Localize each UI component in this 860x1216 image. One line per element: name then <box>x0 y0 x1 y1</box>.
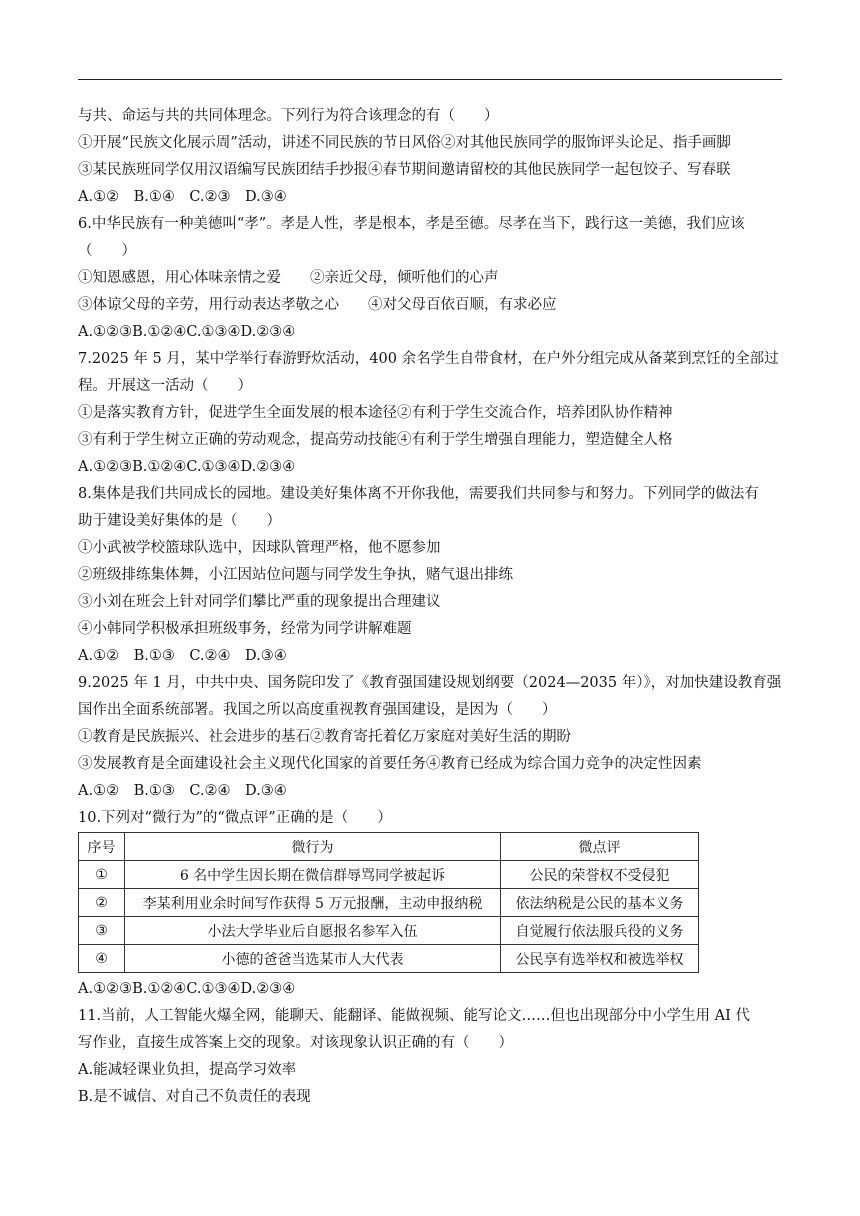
table-row <box>79 945 699 973</box>
text-line: ②班级排练集体舞，小江因站位问题与同学发生争执，赌气退出排练 <box>78 567 513 583</box>
behavior-table <box>78 832 699 973</box>
table-header-row <box>79 833 699 861</box>
table-row <box>79 861 699 889</box>
table-cell: 依法纳税是公民的基本义务 <box>501 889 699 917</box>
table-cell: 公民享有选举权和被选举权 <box>501 945 699 973</box>
text-line: ①是落实教育方针，促进学生全面发展的根本途径②有利于学生交流合作，培养团队协作精神 <box>78 405 673 421</box>
text-line: A.①② B.①④ C.②③ D.③④ <box>78 189 287 205</box>
text-line: 8.集体是我们共同成长的园地。建设美好集体离不开你我他，需要我们共同参与和努力。下列同学的做法有 <box>78 486 759 502</box>
text-line: ①知恩感恩，用心体味亲情之爱 ②亲近父母，倾听他们的心声 <box>78 270 499 286</box>
table-cell: 6 名中学生因长期在微信群辱骂同学被起诉 <box>125 861 501 889</box>
table-cell: 公民的荣誉权不受侵犯 <box>501 861 699 889</box>
text-line: ①小武被学校篮球队选中，因球队管理严格，他不愿参加 <box>78 540 441 556</box>
question-block-top <box>78 103 788 832</box>
text-line: 6.中华民族有一种美德叫“孝”。孝是人性，孝是根本，孝是至德。尽孝在当下，践行这一美德，我们应该 <box>78 216 745 232</box>
table-row <box>79 889 699 917</box>
text-line: A.能减轻课业负担，提高学习效率 <box>78 1062 297 1078</box>
table-cell: ① <box>79 861 125 889</box>
text-line: ①开展“民族文化展示周”活动，讲述不同民族的节日风俗②对其他民族同学的服饰评头论足、指手画脚 <box>78 135 731 151</box>
table-header-cell: 微点评 <box>501 833 699 861</box>
text-line: A.①②③B.①②④C.①③④D.②③④ <box>78 459 296 475</box>
text-line: ③小刘在班会上针对同学们攀比严重的现象提出合理建议 <box>78 594 441 610</box>
text-line: ③某民族班同学仅用汉语编写民族团结手抄报④春节期间邀请留校的其他民族同学一起包饺子、写春联 <box>78 162 731 178</box>
text-line: ④小韩同学积极承担班级事务，经常为同学讲解难题 <box>78 621 412 637</box>
text-line: A.①② B.①③ C.②④ D.③④ <box>78 783 287 799</box>
text-line: ③体谅父母的辛劳，用行动表达孝敬之心 ④对父母百依百顺，有求必应 <box>78 297 557 313</box>
text-line: 7.2025 年 5 月，某中学举行春游野炊活动，400 余名学生自带食材，在户外分组完成从备菜到烹饪的全部过 <box>78 351 779 367</box>
text-line: 9.2025 年 1 月，中共中央、国务院印发了《教育强国建设规划纲要（2024—2035 年）》，对加快建设教育强 <box>78 675 782 691</box>
text-line: 写作业，直接生成答案上交的现象。对该现象认识正确的有（ ） <box>78 1035 513 1051</box>
exam-content <box>78 103 788 1111</box>
text-line: 与共、命运与共的共同体理念。下列行为符合该理念的有（ ） <box>78 108 499 124</box>
text-line: ③有利于学生树立正确的劳动观念，提高劳动技能④有利于学生增强自理能力，塑造健全人格 <box>78 432 673 448</box>
table-header-cell: 微行为 <box>125 833 501 861</box>
question-block-bottom <box>78 976 788 1111</box>
text-line: 国作出全面系统部署。我国之所以高度重视教育强国建设，是因为（ ） <box>78 702 557 718</box>
table-cell: 自觉履行依法服兵役的义务 <box>501 917 699 945</box>
table-row <box>79 917 699 945</box>
text-line: ①教育是民族振兴、社会进步的基石②教育寄托着亿万家庭对美好生活的期盼 <box>78 729 571 745</box>
text-line: A.①②③B.①②④C.①③④D.②③④ <box>78 981 296 997</box>
text-line: 助于建设美好集体的是（ ） <box>78 513 281 529</box>
table-cell: ② <box>79 889 125 917</box>
table-header-cell: 序号 <box>79 833 125 861</box>
table-cell: ④ <box>79 945 125 973</box>
table-cell: ③ <box>79 917 125 945</box>
table-cell: 小德的爸爸当选某市人大代表 <box>125 945 501 973</box>
text-line: A.①② B.①③ C.②④ D.③④ <box>78 648 287 664</box>
text-line: 程。开展这一活动（ ） <box>78 378 252 394</box>
text-line: （ ） <box>78 243 136 259</box>
text-line: 11.当前，人工智能火爆全网，能聊天、能翻译、能做视频、能写论文……但也出现部分中小学生用 AI 代 <box>78 1008 750 1024</box>
table-cell: 李某利用业余时间写作获得 5 万元报酬，主动申报纳税 <box>125 889 501 917</box>
header-rule <box>78 79 782 80</box>
table-cell: 小法大学毕业后自愿报名参军入伍 <box>125 917 501 945</box>
text-line: A.①②③B.①②④C.①③④D.②③④ <box>78 324 296 340</box>
text-line: 10.下列对“微行为”的“微点评”正确的是（ ） <box>78 810 392 826</box>
text-line: ③发展教育是全面建设社会主义现代化国家的首要任务④教育已经成为综合国力竞争的决定性因素 <box>78 756 702 772</box>
text-line: B.是不诚信、对自己不负责任的表现 <box>78 1089 311 1105</box>
